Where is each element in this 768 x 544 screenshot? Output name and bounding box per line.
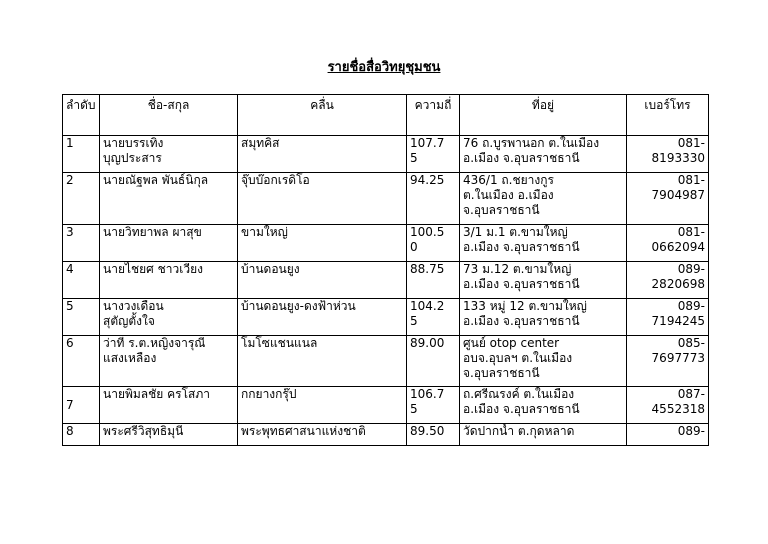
cell-address-line: อ.เมือง จ.อุบลราชธานี [463,314,580,328]
cell-address [460,136,627,173]
table-row [63,424,709,446]
cell-phone-line: 7194245 [651,314,705,328]
cell-frequency [407,336,460,387]
cell-address-line: ศูนย์ otop center [463,336,560,350]
table-row [63,387,709,424]
cell-address [460,173,627,225]
table-body [63,136,709,446]
cell-name-line: นายพิมลชัย ครโสภา [103,387,211,401]
cell-no: 5 [63,299,100,336]
cell-address-line: อ.เมือง จ.อุบลราชธานี [463,402,580,416]
cell-address [460,424,627,446]
cell-no: 4 [63,262,100,299]
cell-phone-line: 8193330 [651,151,705,165]
cell-frequency [407,387,460,424]
table-row [63,136,709,173]
cell-address-line: 133 หมู่ 12 ต.ขามใหญ่ [463,299,587,313]
table-row [63,225,709,262]
cell-phone-line: 7697773 [651,351,705,365]
cell-address-line: 3/1 ม.1 ต.ขามใหญ่ [463,225,568,239]
cell-name-line: บุญประสาร [103,151,162,165]
cell-name [100,424,238,446]
cell-phone [627,299,709,336]
cell-name-line: แสงเหลือง [103,351,157,365]
cell-frequency [407,225,460,262]
cell-name [100,225,238,262]
cell-no: 1 [63,136,100,173]
cell-name [100,387,238,424]
cell-name-line: นายวิทยาพล ผาสุข [103,225,202,239]
cell-address-line: 73 ม.12 ต.ขามใหญ่ [463,262,572,276]
cell-name [100,173,238,225]
cell-name-line: สุตัญตั้งใจ [103,314,155,328]
cell-phone [627,225,709,262]
cell-station: พระพุทธศาสนาแห่งชาติ [238,424,407,446]
cell-address-line: ถ.ศรีณรงค์ ต.ในเมือง [463,387,575,401]
cell-name [100,262,238,299]
cell-name [100,299,238,336]
cell-address [460,387,627,424]
cell-phone [627,136,709,173]
cell-phone [627,262,709,299]
cell-address-line: อ.เมือง จ.อุบลราชธานี [463,277,580,291]
cell-name-line: ว่าที่ ร.ต.หญิงจารุณี [103,336,206,350]
column-header-station: คลื่น [238,95,407,136]
cell-phone-line: 081- [677,136,705,150]
cell-phone-line: 087- [677,387,705,401]
cell-no: 7 [63,387,100,424]
cell-frequency-line: 104.2 [410,299,445,313]
cell-address [460,299,627,336]
cell-address-line: จ.อุบลราชธานี [463,203,540,217]
column-header-frequency: ความถี่ [407,95,460,136]
cell-station: โมโซแชนแนล [238,336,407,387]
cell-frequency-line: 107.7 [410,136,445,150]
cell-address-line: อบจ.อุบลฯ ต.ในเมือง [463,351,573,365]
cell-frequency-line: 5 [410,314,418,328]
column-header-address: ที่อยู่ [460,95,627,136]
cell-address-line: วัดปากน้ำ ต.กุดหลาด [463,424,575,438]
cell-frequency-line: 100.5 [410,225,445,239]
table-header-row [63,95,709,136]
cell-frequency-line: 89.00 [410,336,445,350]
table-row [63,262,709,299]
cell-frequency-line: 5 [410,402,418,416]
cell-frequency-line: 88.75 [410,262,445,276]
column-header-no: ลำดับ [63,95,100,136]
page-title: รายชื่อสื่อวิทยุชุมชน [327,60,441,75]
cell-phone [627,336,709,387]
cell-address-line: จ.อุบลราชธานี [463,366,540,380]
cell-address-line: 76 ถ.บูรพานอก ต.ในเมือง [463,136,600,150]
cell-frequency [407,262,460,299]
cell-station: ขามใหญ่ [238,225,407,262]
cell-frequency-line: 89.50 [410,424,445,438]
cell-name [100,336,238,387]
cell-frequency [407,424,460,446]
cell-name [100,136,238,173]
cell-phone-line: 4552318 [651,402,705,416]
cell-phone-line: 089- [677,299,705,313]
cell-frequency [407,136,460,173]
cell-address [460,225,627,262]
radio-roster-table [62,94,709,446]
cell-name-line: นางวงเดือน [103,299,164,313]
column-header-phone: เบอร์โทร [627,95,709,136]
cell-name-line: นายไชยศ ชาวเวียง [103,262,203,276]
cell-phone-line: 081- [677,173,705,187]
cell-phone [627,173,709,225]
cell-station: บ้านดอนยูง-ดงฟ้าห่วน [238,299,407,336]
cell-address-line: 436/1 ถ.ชยางกูร [463,173,554,187]
cell-no: 6 [63,336,100,387]
cell-phone-line: 089- [677,424,705,438]
cell-name-line: พระศรีวิสุทธิมุนี [103,424,184,438]
cell-station: บ้านดอนยูง [238,262,407,299]
cell-phone [627,424,709,446]
cell-station: กกยางกรุ๊ป [238,387,407,424]
table-row [63,336,709,387]
cell-station: สมุทคิส [238,136,407,173]
cell-frequency-line: 0 [410,240,418,254]
cell-frequency [407,173,460,225]
cell-no: 8 [63,424,100,446]
column-header-name: ชื่อ-สกุล [100,95,238,136]
cell-station: จุ๊บบ๊อกเรดิโอ [238,173,407,225]
cell-phone-line: 0662094 [651,240,705,254]
cell-phone [627,387,709,424]
cell-name-line: นายณัฐพล พันธ์นิกุล [103,173,209,187]
cell-phone-line: 2820698 [651,277,705,291]
cell-name-line: นายบรรเทิง [103,136,164,150]
cell-address [460,336,627,387]
cell-address-line: อ.เมือง จ.อุบลราชธานี [463,240,580,254]
cell-phone-line: 085- [677,336,705,350]
cell-frequency-line: 106.7 [410,387,445,401]
cell-address-line: อ.เมือง จ.อุบลราชธานี [463,151,580,165]
cell-no: 2 [63,173,100,225]
cell-address-line: ต.ในเมือง อ.เมือง [463,188,554,202]
table-row [63,299,709,336]
cell-phone-line: 7904987 [651,188,705,202]
cell-address [460,262,627,299]
cell-no: 3 [63,225,100,262]
cell-frequency [407,299,460,336]
table-row [63,173,709,225]
cell-phone-line: 089- [677,262,705,276]
cell-frequency-line: 94.25 [410,173,445,187]
cell-phone-line: 081- [677,225,705,239]
cell-frequency-line: 5 [410,151,418,165]
